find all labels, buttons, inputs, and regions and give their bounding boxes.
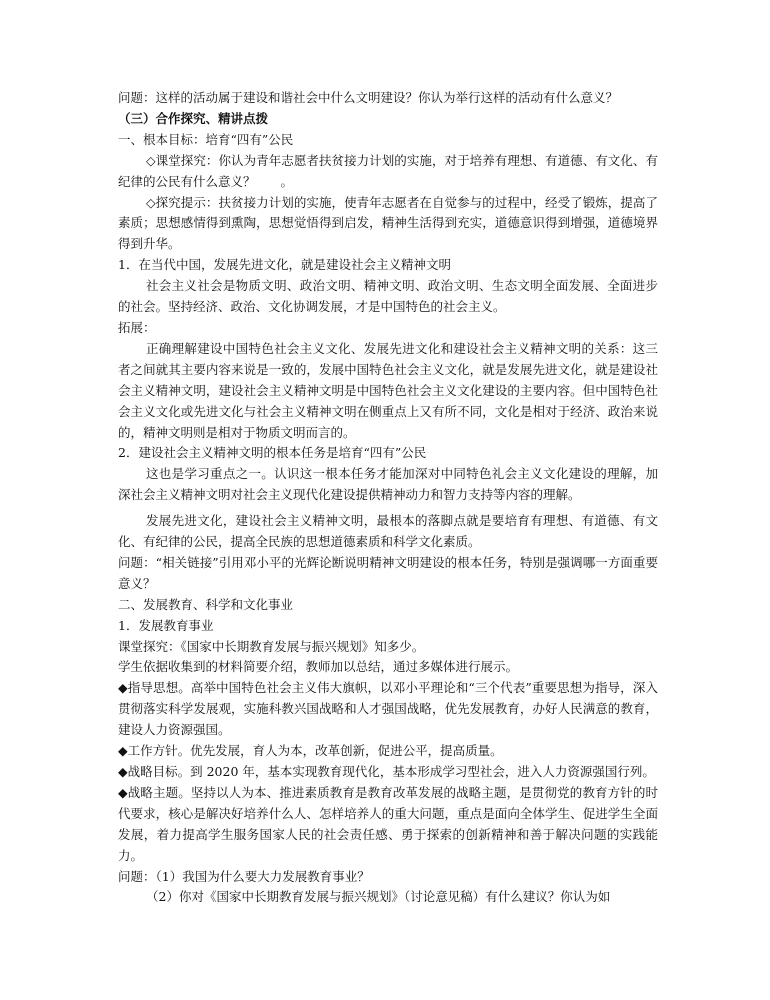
expand-body: 正确理解建设中国特色社会主义文化、发展先进文化和建设社会主义精神文明的关系：这三者之间就其主要内容来说是一致的，发展中国特色社会主义文化，就是发展先进文化，就是建设社会主义精神文明，建设社会主义精神文明是中国特色社会主义文化建设的主要内容。但中国特色社会主义文化或先进文化与社会主义精神文明在侧重点上又有所不同，文化是相对于经济、政治来说的，精神文明则是相对于物质文明而言的。 xyxy=(118,340,658,440)
student-intro: 学生依据收集到的材料简要介绍，教师加以总结，通过多媒体进行展示。 xyxy=(118,659,519,675)
strategic-goal: ◆战略目标。到 2020 年，基本实现教育现代化，基本形成学习型社会，进入人力资源强国行列。 xyxy=(118,764,655,779)
strategic-theme: ◆战略主题。坚持以人为本、推进素质教育是教育改革发展的战略主题，是贯彻党的教育方针的时代要求，核心是解决好培养什么人、怎样培养人的重大问题，重点是面向全体学生、促进学生全面发展，着力提高学生服务国家人民的社会责任感、勇于探索的创新精神和善于解决问题的实践能力。 xyxy=(118,784,658,863)
inquiry-hint: ◇探究提示：扶贫接力计划的实施，使青年志愿者在自觉参与的过程中，经受了锻炼，提高了素质；思想感情得到熏陶，思想觉悟得到启发，精神生活得到充实，道德意识得到增强，道德境界得到升华。 xyxy=(118,194,658,252)
question-related-link: 问题：“相关链接”引用邓小平的光辉论断说明精神文明建设的根本任务，特别是强调哪一方面重要意义？ xyxy=(118,554,658,591)
question-intro: 问题：这样的活动属于建设和谐社会中什么文明建设？你认为举行这样的活动有什么意义？ xyxy=(118,90,619,105)
section-heading-cooperation: （三）合作探究、精讲点拨 xyxy=(118,110,269,126)
class-inquiry-volunteer: ◇课堂探究：你认为青年志愿者扶贫接力计划的实施，对于培养有理想、有道德、有文化、有纪律的公民有什么意义？ 。 xyxy=(118,152,658,189)
class-inquiry-plan: 课堂探究：《国家中长期教育发展与振兴规划》知多少。 xyxy=(118,638,425,654)
question-final-1: 问题：（1）我国为什么要大力发展教育事业？ xyxy=(118,868,370,884)
item-body-four-haves: 发展先进文化，建设社会主义精神文明，最根本的落脚点就是要培育有理想、有道德、有文化、有纪律的公民，提高全民族的思想道德素质和科学文化素质。 xyxy=(118,513,658,550)
expand-label: 拓展： xyxy=(118,319,156,335)
part-heading-education-science: 二、发展教育、科学和文化事业 xyxy=(118,596,294,612)
sub-heading-education: 1．发展教育事业 xyxy=(118,617,214,633)
question-final-2: （2）你对《国家中长期教育发展与振兴规划》（讨论意见稿）有什么建议？你认为如 xyxy=(146,889,611,905)
document-page xyxy=(118,88,658,908)
part-heading-fundamental-goal: 一、根本目标：培育“四有”公民 xyxy=(118,131,294,147)
guiding-ideology: ◆指导思想。高举中国特色社会主义伟大旗帜，以邓小平理论和“三个代表”重要思想为指导，深入贯彻落实科学发展观，实施科教兴国战略和人才强国战略，优先发展教育，办好人民满意的教育，建设人力资源强国。 xyxy=(118,680,658,738)
item-heading-advanced-culture: 1．在当代中国，发展先进文化，就是建设社会主义精神文明 xyxy=(118,257,451,273)
work-policy: ◆工作方针。优先发展，育人为本，改革创新，促进公平，提高质量。 xyxy=(118,743,503,759)
item-heading-fundamental-task: 2．建设社会主义精神文明的根本任务是培育“四有”公民 xyxy=(118,445,427,461)
item-body-socialist-society: 社会主义社会是物质文明、政治文明、精神文明、政治文明、生态文明全面发展、全面进步的社会。坚持经济、政治、文化协调发展，才是中国特色的社会主义。 xyxy=(118,278,658,315)
item-body-key-point: 这也是学习重点之一。认识这一根本任务才能加深对中同特色礼会主义文化建设的理解，加深社会主义精神文明对社会主义现代化建设提供精神动力和智力支持等内容的理解。 xyxy=(118,466,658,503)
